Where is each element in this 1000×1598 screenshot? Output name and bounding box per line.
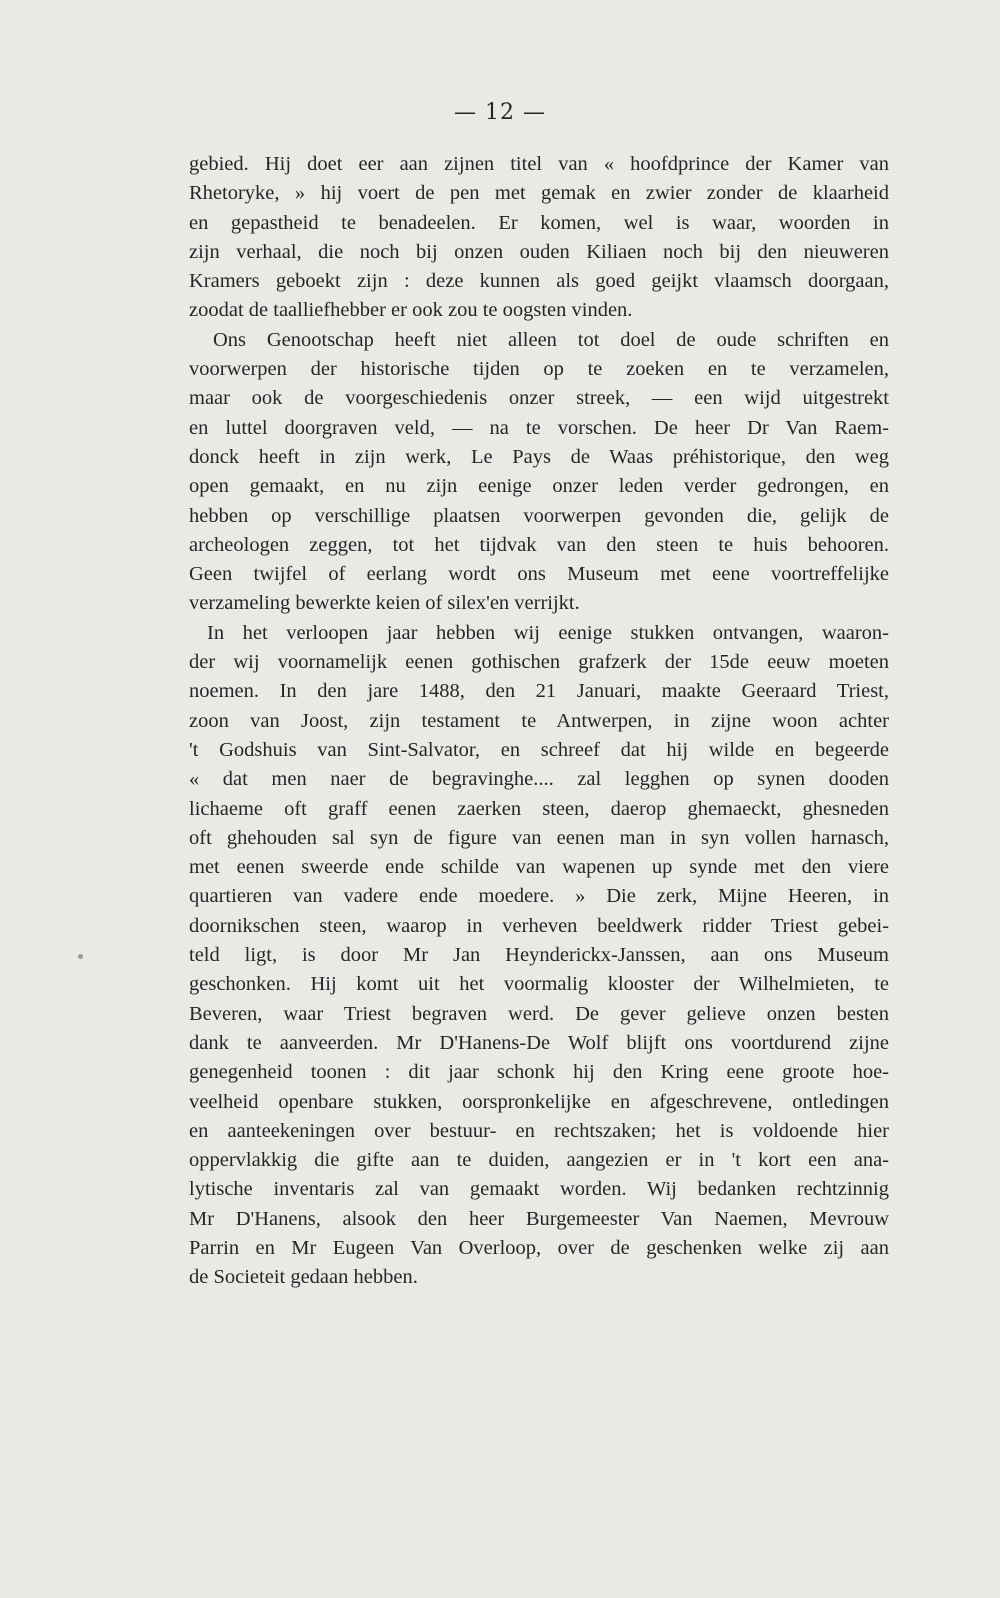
text-line: oppervlakkig die gifte aan te duiden, aangezien er in 't kort een ana- (189, 1149, 889, 1172)
text-line: genegenheid toonen : dit jaar schonk hij den Kring eene groote hoe- (189, 1061, 889, 1084)
text-line: hebben op verschillige plaatsen voorwerpen gevonden die, gelijk de (189, 504, 889, 527)
text-line: zoon van Joost, zijn testament te Antwerpen, in zijne woon achter (189, 709, 889, 732)
text-line: geschonken. Hij komt uit het voormalig klooster der Wilhelmieten, te (189, 973, 889, 996)
text-line: Beveren, waar Triest begraven werd. De gever gelieve onzen besten (189, 1002, 889, 1025)
text-line: verzameling bewerkte keien of silex'en verrijkt. (189, 592, 580, 615)
paragraph-2 (189, 326, 889, 619)
text-line: dank te aanveerden. Mr D'Hanens-De Wolf blijft ons voortdurend zijne (189, 1031, 889, 1054)
text-line: donck heeft in zijn werk, Le Pays de Waas préhistorique, den weg (189, 445, 889, 468)
text-line: met eenen sweerde ende schilde van wapenen up synde met den viere (189, 856, 889, 879)
text-line: teld ligt, is door Mr Jan Heynderickx-Janssen, aan ons Museum (189, 944, 889, 967)
text-line: « dat men naer de begravinghe.... zal legghen op synen dooden (189, 768, 889, 791)
text-line: gebied. Hij doet eer aan zijnen titel van « hoofdprince der Kamer van (189, 153, 889, 175)
text-line: Rhetoryke, » hij voert de pen met gemak en zwier zonder de klaarheid (189, 182, 889, 205)
body-text (189, 150, 889, 1293)
paragraph-3 (189, 619, 889, 1293)
text-line: en aanteekeningen over bestuur- en rechtszaken; het is voldoende hier (189, 1119, 889, 1142)
text-line: en gepastheid te benadeelen. Er komen, wel is waar, woorden in (189, 211, 889, 234)
text-line: voorwerpen der historische tijden op te zoeken en te verzamelen, (189, 358, 889, 381)
text-line: der wij voornamelijk eenen gothischen grafzerk der 15de eeuw moeten (189, 651, 889, 674)
page-number-header: — 12 — (454, 100, 546, 125)
text-line: de Societeit gedaan hebben. (189, 1266, 418, 1289)
paragraph-1 (189, 150, 889, 326)
paper-speck (78, 954, 83, 959)
text-line: quartieren van vadere ende moedere. » Die zerk, Mijne Heeren, in (189, 885, 889, 908)
text-line: maar ook de voorgeschiedenis onzer streek, — een wijd uitgestrekt (189, 387, 889, 410)
text-line: Geen twijfel of eerlang wordt ons Museum met eene voortreffelijke (189, 563, 889, 586)
text-line: Mr D'Hanens, alsook den heer Burgemeester Van Naemen, Mevrouw (189, 1207, 889, 1230)
text-line: zijn verhaal, die noch bij onzen ouden Kiliaen noch bij den nieuweren (189, 240, 889, 263)
text-line: Parrin en Mr Eugeen Van Overloop, over de geschenken welke zij aan (189, 1236, 889, 1259)
text-line: Ons Genootschap heeft niet alleen tot doel de oude schriften en (213, 328, 889, 351)
text-line: Kramers geboekt zijn : deze kunnen als goed geijkt vlaamsch doorgaan, (189, 270, 889, 293)
text-line: open gemaakt, en nu zijn eenige onzer leden verder gedrongen, en (189, 475, 889, 498)
text-line: veelheid openbare stukken, oorspronkelijke en afgeschrevene, ontledingen (189, 1090, 889, 1113)
text-line: In het verloopen jaar hebben wij eenige stukken ontvangen, waaron- (207, 621, 889, 644)
text-line: en luttel doorgraven veld, — na te vorschen. De heer Dr Van Raem- (189, 416, 889, 439)
text-line: doornikschen steen, waarop in verheven beeldwerk ridder Triest gebei- (189, 914, 889, 937)
text-line: noemen. In den jare 1488, den 21 Januari, maakte Geeraard Triest, (189, 680, 889, 703)
text-line: archeologen zeggen, tot het tijdvak van den steen te huis behooren. (189, 533, 889, 556)
text-line: lytische inventaris zal van gemaakt worden. Wij bedanken rechtzinnig (189, 1178, 889, 1201)
text-line: zoodat de taalliefhebber er ook zou te oogsten vinden. (189, 299, 633, 322)
text-line: oft ghehouden sal syn de figure van eenen man in syn vollen harnasch, (189, 826, 889, 849)
text-line: 't Godshuis van Sint-Salvator, en schreef dat hij wilde en begeerde (189, 738, 889, 761)
text-line: lichaeme oft graff eenen zaerken steen, daerop ghemaeckt, ghesneden (189, 797, 889, 820)
